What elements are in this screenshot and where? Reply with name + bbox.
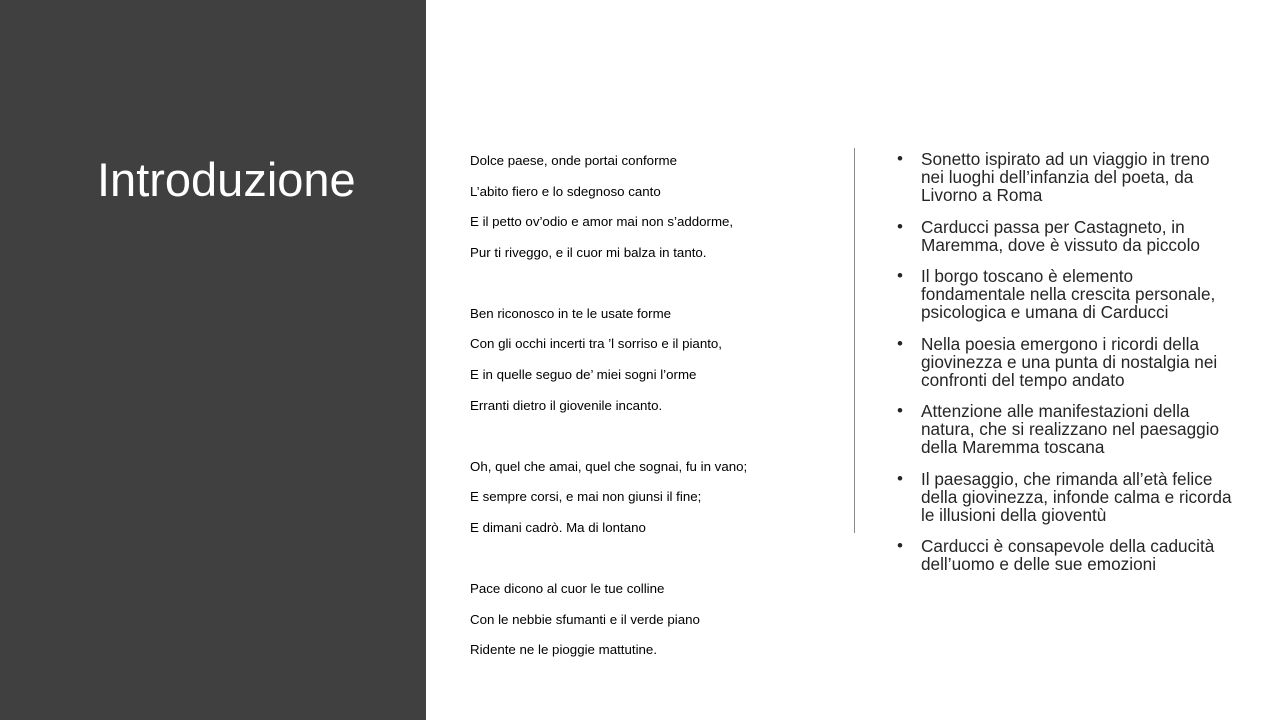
bullet-item	[897, 335, 1272, 389]
bullet-text-line: giovinezza e una punta di nostalgia nei	[921, 351, 1218, 372]
bullet-text-line: Maremma, dove è vissuto da piccolo	[921, 234, 1200, 255]
poem-stanza	[470, 578, 840, 670]
bullet-text-line: Livorno a Roma	[921, 185, 1043, 205]
bullet-dot-icon: •	[897, 468, 903, 488]
bullet-text-line: le illusioni della gioventù	[921, 504, 1107, 525]
bullet-item	[897, 218, 1272, 254]
bullet-dot-icon: •	[897, 216, 903, 236]
poem-stanza	[470, 456, 840, 548]
bullet-text-line: Il paesaggio, che rimanda all’età felice	[921, 468, 1213, 489]
bullet-text-line: natura, che si realizzano nel paesaggio	[921, 419, 1220, 439]
poem-verse: Ridente ne le pioggie mattutine.	[470, 642, 658, 658]
bullet-list	[897, 150, 1272, 587]
bullet-text-line: dell’uomo e delle sue emozioni	[921, 554, 1157, 574]
poem-verse: Con gli occhi incerti tra ’l sorriso e il pianto,	[470, 336, 723, 352]
poem-text	[470, 150, 840, 700]
title-panel	[0, 0, 426, 720]
bullet-dot-icon: •	[897, 266, 903, 285]
poem-verse: L’abito fiero e lo sdegnoso canto	[470, 183, 661, 199]
poem-verse: Pur ti riveggo, e il cuor mi balza in tanto.	[470, 244, 707, 260]
poem-verse: Erranti dietro il giovenile incanto.	[470, 397, 663, 413]
bullet-item	[897, 267, 1272, 321]
bullet-item	[897, 537, 1272, 573]
bullet-text-line: fondamentale nella crescita personale,	[921, 284, 1216, 304]
bullet-text-line: confronti del tempo andato	[921, 369, 1125, 390]
poem-verse: Dolce paese, onde portai conforme	[470, 153, 677, 168]
slide-title: Introduzione	[97, 153, 356, 206]
poem-stanza	[470, 303, 840, 425]
poem-verse: Pace dicono al cuor le tue colline	[470, 581, 665, 597]
bullet-text-line: Sonetto ispirato ad un viaggio in treno	[921, 149, 1210, 169]
bullet-dot-icon: •	[897, 149, 903, 168]
poem-verse: Con le nebbie sfumanti e il verde piano	[470, 611, 700, 627]
bullet-item	[897, 402, 1272, 456]
poem-verse: E in quelle seguo de’ miei sogni l’orme	[470, 367, 697, 383]
bullet-text-line: Carducci passa per Castagneto, in	[921, 216, 1185, 237]
bullet-text-line: Il borgo toscano è elemento	[921, 266, 1134, 286]
bullet-text-line: Attenzione alle manifestazioni della	[921, 401, 1190, 421]
bullet-text-line: Carducci è consapevole della caducità	[921, 536, 1215, 556]
poem-verse: Ben riconosco in te le usate forme	[470, 305, 672, 321]
poem-verse: E dimani cadrò. Ma di lontano	[470, 519, 646, 535]
poem-verse: Oh, quel che amai, quel che sognai, fu in vano;	[470, 458, 748, 474]
bullet-text-line: nei luoghi dell’infanzia del poeta, da	[921, 167, 1194, 187]
poem-verse: E il petto ov’odio e amor mai non s’addorme,	[470, 214, 734, 230]
bullet-text-line: della Maremma toscana	[921, 437, 1105, 457]
poem-stanza	[470, 150, 840, 272]
bullet-item	[897, 470, 1272, 524]
bullet-item	[897, 150, 1272, 204]
bullet-dot-icon: •	[897, 333, 903, 353]
bullet-text-line: Nella poesia emergono i ricordi della	[921, 333, 1200, 354]
bullet-dot-icon: •	[897, 536, 903, 555]
bullet-text-line: psicologica e umana di Carducci	[921, 302, 1169, 322]
column-divider	[854, 148, 855, 533]
bullet-text-line: della giovinezza, infonde calma e ricorda	[921, 486, 1232, 507]
poem-verse: E sempre corsi, e mai non giunsi il fine;	[470, 489, 702, 505]
bullet-dot-icon: •	[897, 401, 903, 420]
